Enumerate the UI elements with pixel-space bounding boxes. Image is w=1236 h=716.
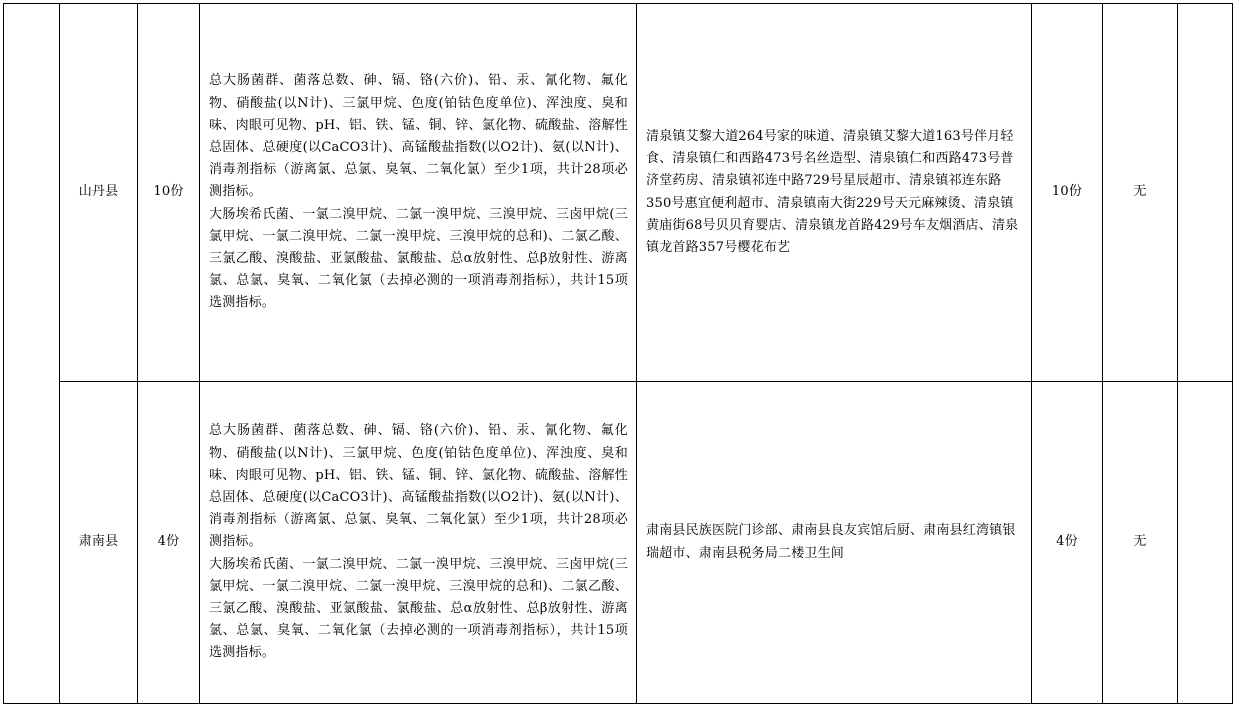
remarks-cell <box>1178 4 1233 382</box>
qualified-count-cell: 10份 <box>1032 4 1103 382</box>
county-cell: 肃南县 <box>60 382 138 704</box>
indicators-cell <box>200 4 637 382</box>
table-row <box>4 382 1233 704</box>
unqualified-cell: 无 <box>1103 382 1178 704</box>
inspection-table <box>3 3 1233 704</box>
county-cell: 山丹县 <box>60 4 138 382</box>
sampling-locations-cell: 肃南县民族医院门诊部、肃南县良友宾馆后厨、肃南县红湾镇银瑞超市、肃南县税务局二楼卫生间 <box>637 382 1032 704</box>
optional-indicators-text: 大肠埃希氏菌、一氯二溴甲烷、二氯一溴甲烷、三溴甲烷、三卤甲烷(三氯甲烷、一氯二溴甲烷、二氯一溴甲烷、三溴甲烷的总和)、二氯乙酸、三氯乙酸、溴酸盐、亚氯酸盐、氯酸盐、总α放射性、总β放射性、游离氯、总氯、臭氧、二氧化氯（去掉必测的一项消毒剂指标），共计15项选测指标。 <box>209 206 628 311</box>
inspection-table-sheet <box>3 3 1233 704</box>
sample-count-cell: 10份 <box>138 4 200 382</box>
table-row <box>4 4 1233 382</box>
indicators-cell <box>200 382 637 704</box>
qualified-count-cell: 4份 <box>1032 382 1103 704</box>
sampling-locations-cell: 清泉镇艾黎大道264号家的味道、清泉镇艾黎大道163号伴月轻食、清泉镇仁和西路473号名丝造型、清泉镇仁和西路473号普济堂药房、清泉镇祁连中路729号星辰超市、清泉镇祁连东路350号惠宜便利超市、清泉镇南大街229号天元麻辣烫、清泉镇黄庙街68号贝贝育婴店、清泉镇龙首路429号车友烟酒店、清泉镇龙首路357号樱花布艺 <box>637 4 1032 382</box>
merged-index-cell <box>4 4 60 704</box>
required-indicators-text: 总大肠菌群、菌落总数、砷、镉、铬(六价)、铅、汞、氰化物、氟化物、硝酸盐(以N计)、三氯甲烷、色度(铂钴色度单位)、浑浊度、臭和味、肉眼可见物、pH、铝、铁、锰、铜、锌、氯化物、硫酸盐、溶解性总固体、总硬度(以CaCO3计)、高锰酸盐指数(以O2计)、氨(以N计)、消毒剂指标（游离氯、总氯、臭氧、二氧化氯）至少1项，共计28项必测指标。 <box>209 73 628 200</box>
optional-indicators-text: 大肠埃希氏菌、一氯二溴甲烷、二氯一溴甲烷、三溴甲烷、三卤甲烷(三氯甲烷、一氯二溴甲烷、二氯一溴甲烷、三溴甲烷的总和)、二氯乙酸、三氯乙酸、溴酸盐、亚氯酸盐、氯酸盐、总α放射性、总β放射性、游离氯、总氯、臭氧、二氧化氯（去掉必测的一项消毒剂指标），共计15项选测指标。 <box>209 556 628 661</box>
sample-count-cell: 4份 <box>138 382 200 704</box>
required-indicators-text: 总大肠菌群、菌落总数、砷、镉、铬(六价)、铅、汞、氰化物、氟化物、硝酸盐(以N计)、三氯甲烷、色度(铂钴色度单位)、浑浊度、臭和味、肉眼可见物、pH、铝、铁、锰、铜、锌、氯化物、硫酸盐、溶解性总固体、总硬度(以CaCO3计)、高锰酸盐指数(以O2计)、氨(以N计)、消毒剂指标（游离氯、总氯、臭氧、二氧化氯）至少1项，共计28项必测指标。 <box>209 423 628 550</box>
remarks-cell <box>1178 382 1233 704</box>
unqualified-cell: 无 <box>1103 4 1178 382</box>
